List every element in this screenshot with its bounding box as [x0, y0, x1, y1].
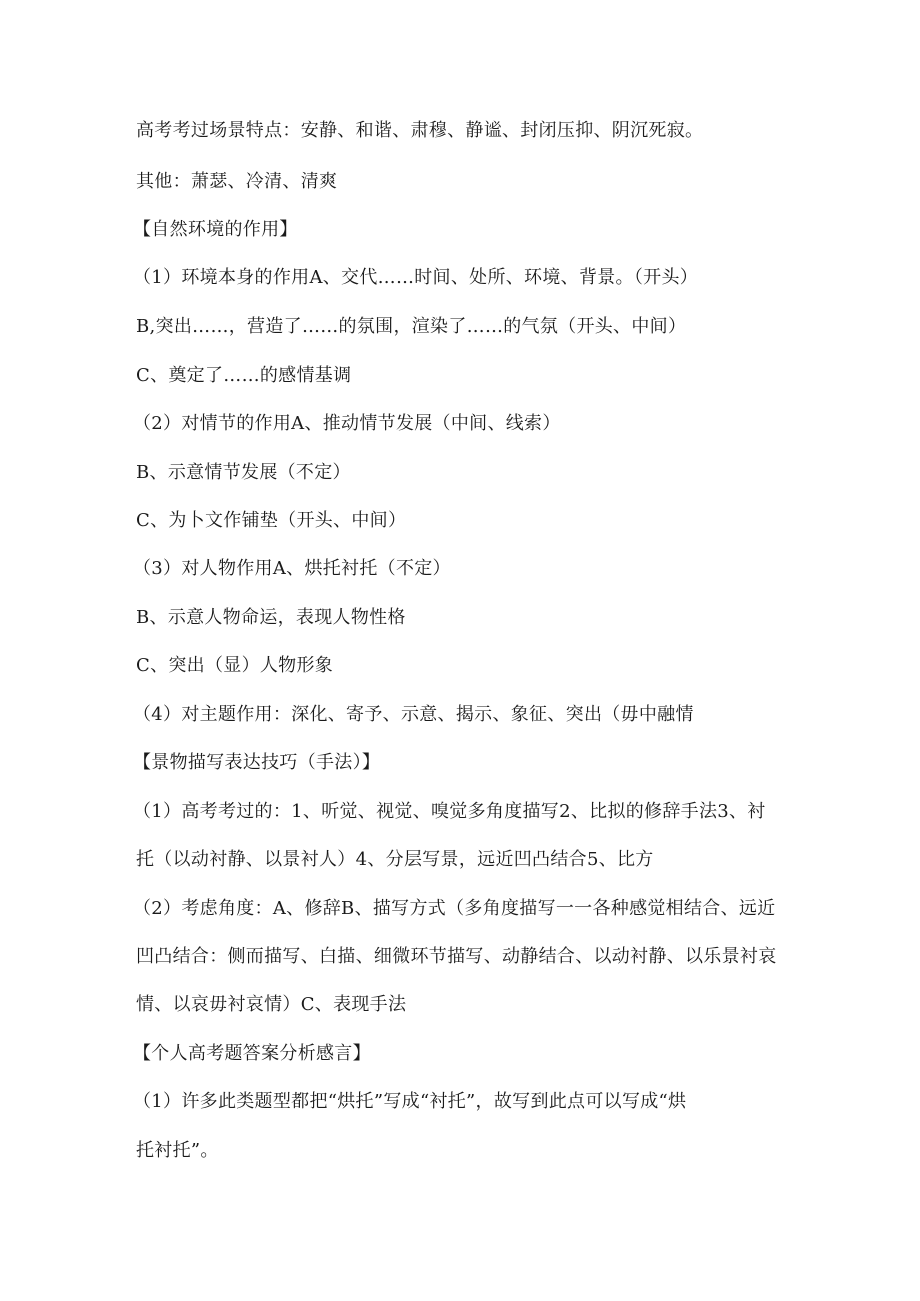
- text-line-plot-role-b: B、示意情节发展（不定）: [136, 462, 351, 483]
- text-line-environment-role-1: （1）环境本身的作用A、交代……时间、处所、环境、背景。（开头）: [133, 267, 699, 288]
- text-line-techniques-2-end: 情、以哀毋衬哀情）C、表现手法: [136, 994, 407, 1015]
- text-line-techniques-2-cont: 凹凸结合：侧而描写、白描、细微环节描写、动静结合、以动衬静、以乐景衬哀: [136, 946, 777, 967]
- text-line-plot-role-2: （2）对情节的作用A、推动情节发展（中间、线索）: [133, 413, 561, 434]
- section-heading-personal-analysis: 【个人高考题答案分析感言】: [133, 1043, 371, 1064]
- text-line-techniques-1-cont: 托（以动衬静、以景衬人）4、分层写景，远近凹凸结合5、比方: [136, 849, 654, 870]
- text-line-character-role-b: B、示意人物命运，表现人物性格: [136, 607, 406, 628]
- text-line-theme-role-4: （4）对主题作用：深化、寄予、示意、揭示、象征、突出（毋中融情: [133, 704, 694, 725]
- text-line-others: 其他：萧瑟、冷清、清爽: [136, 171, 338, 192]
- text-line-character-role-c: C、突出（显）人物形象: [136, 655, 334, 676]
- text-line-analysis-1-cont: 托衬托”。: [136, 1140, 219, 1161]
- text-line-analysis-1: （1）许多此类题型都把“烘托”写成“衬托”，故写到此点可以写成“烘: [133, 1091, 687, 1112]
- text-line-environment-role-c: C、奠定了……的感情基调: [136, 365, 352, 386]
- text-line-plot-role-c: C、为卜文作铺垫（开头、中间）: [136, 510, 407, 531]
- text-line-techniques-1: （1）高考考过的：1、听觉、视觉、嗅觉多角度描写2、比拟的修辞手法3、衬: [133, 801, 766, 822]
- text-line-environment-role-b: B,突出……，营造了……的氛围，渲染了……的气氛（开头、中间）: [136, 316, 687, 337]
- text-line-techniques-2: （2）考虑角度：A、修辞B、描写方式（多角度描写一一各种感觉相结合、远近: [133, 898, 776, 919]
- text-line-scene-features: 高考考过场景特点：安静、和谐、肃穆、静谧、封闭压抑、阴沉死寂。: [136, 120, 704, 141]
- section-heading-scenery-techniques: 【景物描写表达技巧（手法）】: [133, 752, 381, 773]
- text-line-character-role-3: （3）对人物作用A、烘托衬托（不定）: [133, 558, 451, 579]
- section-heading-natural-environment: 【自然环境的作用】: [133, 219, 298, 240]
